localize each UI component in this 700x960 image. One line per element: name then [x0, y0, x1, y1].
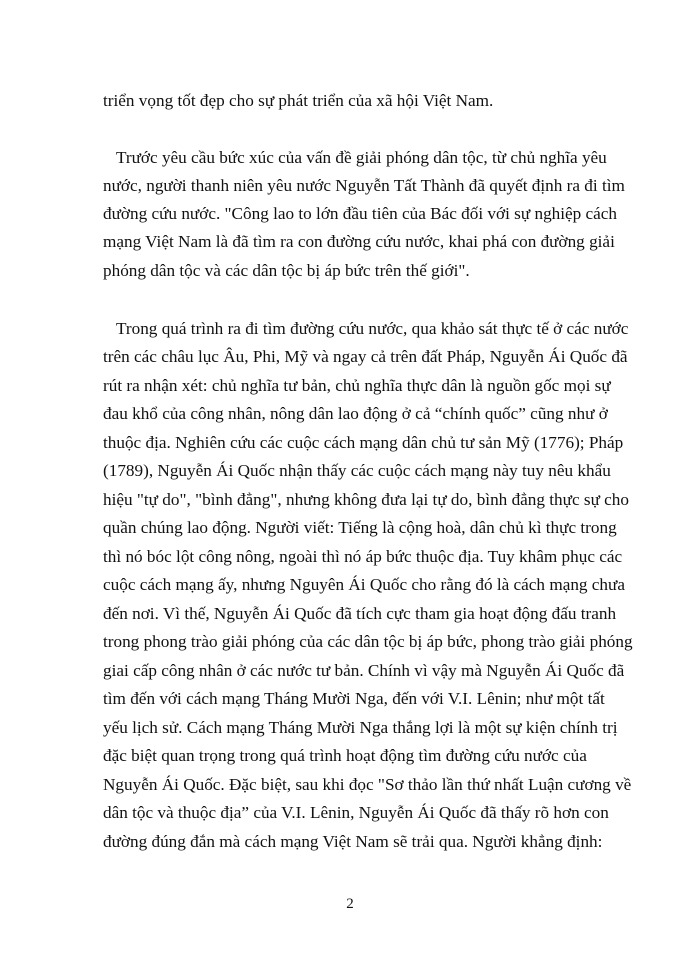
text-line: đường đúng đắn mà cách mạng Việt Nam sẽ trải qua. Người khẳng định: — [103, 832, 603, 851]
page-number: 2 — [346, 896, 354, 912]
text-line: nước, người thanh niên yêu nước Nguyễn Tất Thành đã quyết định ra đi tìm — [103, 176, 625, 195]
text-line: phóng dân tộc và các dân tộc bị áp bức trên thế giới". — [103, 261, 470, 280]
text-line: Nguyễn Ái Quốc. Đặc biệt, sau khi đọc "Sơ thảo lần thứ nhất Luận cương về — [103, 775, 632, 794]
text-line: rút ra nhận xét: chủ nghĩa tư bản, chủ nghĩa thực dân là nguồn gốc mọi sự — [103, 376, 611, 395]
text-line: (1789), Nguyễn Ái Quốc nhận thấy các cuộc cách mạng này tuy nêu khẩu — [103, 461, 611, 480]
text-line: đến nơi. Vì thế, Nguyễn Ái Quốc đã tích cực tham gia hoạt động đấu tranh — [103, 604, 617, 623]
text-line: thì nó bóc lột công nông, ngoài thì nó áp bức thuộc địa. Tuy khâm phục các — [103, 547, 623, 566]
text-line: cuộc cách mạng ấy, nhưng Nguyên Ái Quốc cho rằng đó là cách mạng chưa — [103, 575, 625, 594]
text-line: dân tộc và thuộc địa” của V.I. Lênin, Nguyễn Ái Quốc đã thấy rõ hơn con — [103, 803, 609, 822]
text-line: đường cứu nước. "Công lao to lớn đầu tiên của Bác đối với sự nghiệp cách — [103, 204, 618, 223]
text-line: triển vọng tốt đẹp cho sự phát triển của xã hội Việt Nam. — [103, 91, 494, 110]
text-line: mạng Việt Nam là đã tìm ra con đường cứu nước, khai phá con đường giải — [103, 232, 615, 251]
text-line: trên các châu lục Âu, Phi, Mỹ và ngay cả trên đất Pháp, Nguyễn Ái Quốc đã — [103, 347, 628, 366]
text-line: giai cấp công nhân ở các nước tư bản. Chính vì vậy mà Nguyễn Ái Quốc đã — [103, 661, 625, 680]
text-line: trong phong trào giải phóng của các dân tộc bị áp bức, phong trào giải phóng — [103, 632, 633, 651]
paragraph-first-line: Trước yêu cầu bức xúc của vấn đề giải phóng dân tộc, từ chủ nghĩa yêu — [116, 148, 607, 167]
text-line: thuộc địa. Nghiên cứu các cuộc cách mạng dân chủ tư sản Mỹ (1776); Pháp — [103, 433, 624, 452]
text-line: quần chúng lao động. Người viết: Tiếng là cộng hoà, dân chủ kì thực trong — [103, 518, 617, 537]
text-line: hiệu "tự do", "bình đẳng", nhưng không đưa lại tự do, bình đẳng thực sự cho — [103, 490, 629, 509]
text-line: đặc biệt quan trọng trong quá trình hoạt động tìm đường cứu nước của — [103, 746, 587, 765]
text-line: yếu lịch sử. Cách mạng Tháng Mười Nga thắng lợi là một sự kiện chính trị — [103, 718, 618, 737]
paragraph-first-line: Trong quá trình ra đi tìm đường cứu nước, qua khảo sát thực tế ở các nước — [116, 319, 629, 338]
text-line: đau khổ của công nhân, nông dân lao động ở cả “chính quốc” cũng như ở — [103, 404, 608, 423]
text-line: tìm đến với cách mạng Tháng Mười Nga, đến với V.I. Lênin; như một tất — [103, 689, 605, 708]
